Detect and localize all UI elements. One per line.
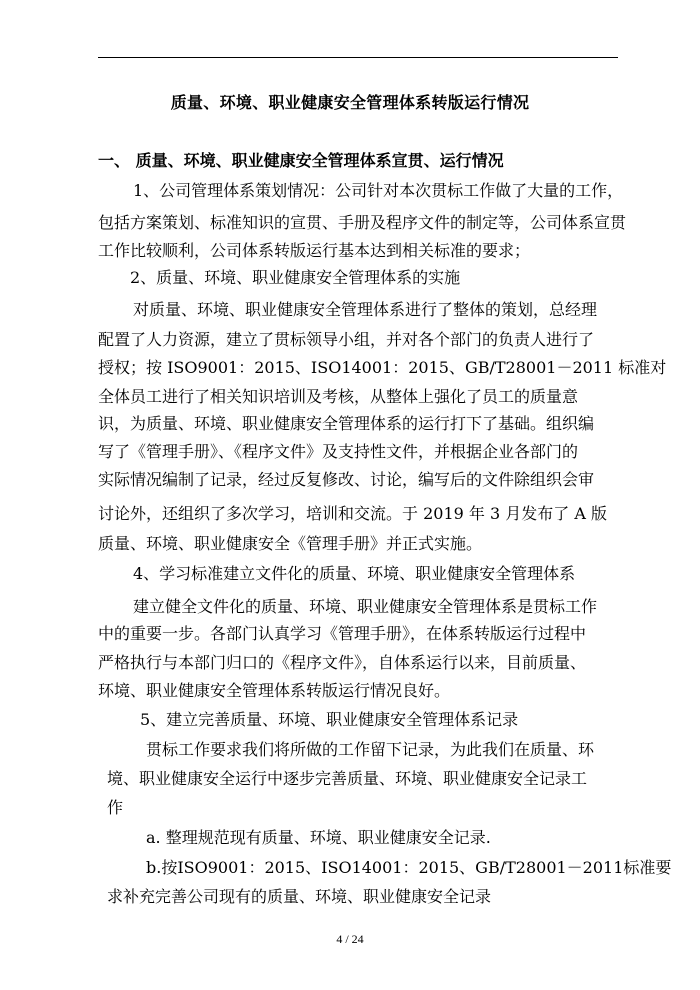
paragraph-line: 写了《管理手册》、《程序文件》及支持性文件，并根据企业各部门的 — [98, 442, 579, 461]
paragraph-line: 贯标工作要求我们将所做的工作留下记录，为此我们在质量、环 — [146, 740, 595, 759]
paragraph-line: 1、公司管理体系策划情况：公司针对本次贯标工作做了大量的工作， — [133, 181, 624, 200]
document-title: 质量、环境、职业健康安全管理体系转版运行情况 — [170, 93, 530, 112]
paragraph-line: 讨论外，还组织了多次学习，培训和交流。于 2019 年 3 月发布了 A 版 — [98, 504, 607, 523]
paragraph-line: 对质量、环境、职业健康安全管理体系进行了整体的策划，总经理 — [133, 300, 598, 319]
paragraph-line: 严格执行与本部门归口的《程序文件》，自体系运行以来，目前质量、 — [98, 653, 587, 672]
list-item: a. 整理规范现有质量、环境、职业健康安全记录. — [146, 828, 491, 847]
paragraph-line: 中的重要一步。各部门认真学习《管理手册》，在体系转版运行过程中 — [98, 624, 587, 643]
subheading: 5、建立完善质量、环境、职业健康安全管理体系记录 — [140, 710, 519, 729]
paragraph-line: 作 — [107, 798, 124, 817]
subheading: 4、学习标准建立文件化的质量、环境、职业健康安全管理体系 — [133, 564, 576, 583]
list-item: b.按ISO9001：2015、ISO14001：2015、GB/T28001－2011标准要 — [146, 858, 672, 877]
paragraph-line: 实际情况编制了记录，经过反复修改、讨论，编写后的文件除组织会审 — [98, 470, 595, 489]
header-rule — [98, 57, 618, 58]
paragraph-line: 建立健全文件化的质量、环境、职业健康安全管理体系是贯标工作 — [133, 597, 598, 616]
paragraph-line: 全体员工进行了相关知识培训及考核，从整体上强化了员工的质量意 — [98, 387, 579, 406]
paragraph-line: 识，为质量、环境、职业健康安全管理体系的运行打下了基础。组织编 — [98, 414, 595, 433]
page-number: 4 / 24 — [336, 932, 364, 946]
paragraph-line: 授权；按 ISO9001：2015、ISO14001：2015、GB/T28001－2011 标准对 — [98, 358, 667, 377]
subheading: 2、质量、环境、职业健康安全管理体系的实施 — [130, 268, 461, 287]
paragraph-line: 境、职业健康安全运行中逐步完善质量、环境、职业健康安全记录工 — [107, 769, 588, 788]
paragraph-line: 包括方案策划、标准知识的宣贯、手册及程序文件的制定等，公司体系宣贯 — [98, 213, 627, 232]
paragraph-line: 配置了人力资源，建立了贯标领导小组，并对各个部门的负责人进行了 — [98, 330, 595, 349]
list-item-continuation: 求补充完善公司现有的质量、环境、职业健康安全记录 — [107, 887, 492, 906]
paragraph-line: 环境、职业健康安全管理体系转版运行情况良好。 — [98, 681, 451, 700]
section-heading: 一、 质量、环境、职业健康安全管理体系宣贯、运行情况 — [98, 151, 504, 170]
paragraph-line: 工作比较顺利，公司体系转版运行基本达到相关标准的要求； — [98, 241, 531, 260]
paragraph-line: 质量、环境、职业健康安全《管理手册》并正式实施。 — [98, 534, 483, 553]
